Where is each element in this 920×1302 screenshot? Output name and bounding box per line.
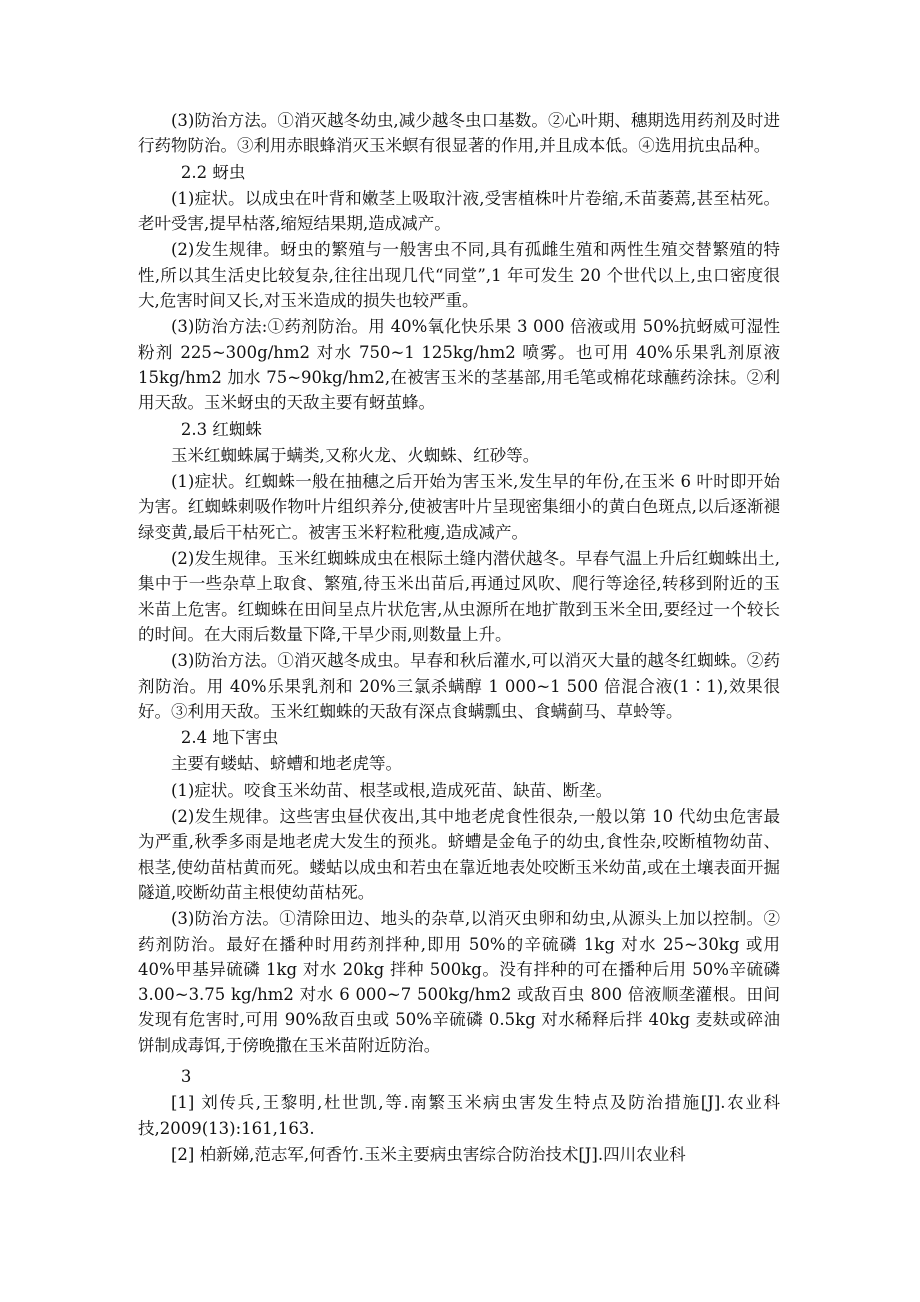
paragraph-underground-pattern: (2)发生规律。这些害虫昼伏夜出,其中地老虎食性很杂,一般以第 10 代幼虫危害最为严重,秋季多雨是地老虎大发生的预兆。蛴螬是金龟子的幼虫,食性杂,咬断植物幼苗、根茎,使幼苗枯黄而死。蝼蛄以成虫和若虫在靠近地表处咬断玉米幼苗,或在土壤表面开掘隧道,咬断幼苗主根使幼苗枯死。 — [138, 807, 780, 902]
section-heading-underground-pests: 2.4 地下害虫 — [180, 728, 279, 748]
paragraph-red-spider-pattern: (2)发生规律。玉米红蜘蛛成虫在根际土缝内潜伏越冬。早春气温上升后红蜘蛛出土,集中于一些杂草上取食、繁殖,待玉米出苗后,再通过风吹、爬行等途径,转移到附近的玉米苗上危害。红蜘蛛在田间呈点片状危害,从虫源所在地扩散到玉米全田,要经过一个较长的时间。在大雨后数量下降,干旱少雨,则数量上升。 — [138, 549, 780, 644]
paragraph-underground-symptoms: (1)症状。咬食玉米幼苗、根茎或根,造成死苗、缺苗、断垄。 — [171, 780, 613, 800]
paragraph-underground-control: (3)防治方法。①清除田边、地头的杂草,以消灭虫卵和幼虫,从源头上加以控制。②药剂防治。最好在播种时用药剂拌种,即用 50%的辛硫磷 1kg 对水 25~30kg 或用 40%甲基异硫磷 1kg 对水 20kg 拌种 500kg。没有拌种的可在播种后用 50%辛硫磷 3.00~3.75 kg/hm2 对水 6 000~7 500kg/hm2 或敌百虫 800 倍液顺垄灌根。田间发现有危害时,可用 90%敌百虫或 50%辛硫磷 0.5kg 对水稀释后拌 40kg 麦麸或碎油饼制成毒饵,于傍晚撒在玉米苗附近防治。 — [138, 909, 780, 1055]
section-heading-red-spider: 2.3 红蜘蛛 — [180, 419, 262, 439]
section-number-3: 3 — [180, 1066, 192, 1086]
paragraph-aphid-pattern: (2)发生规律。蚜虫的繁殖与一般害虫不同,具有孤雌生殖和两性生殖交替繁殖的特性,所以其生活史比较复杂,往往出现几代“同堂”,1 年可发生 20 个世代以上,虫口密度很大,危害时间又长,对玉米造成的损失也较严重。 — [138, 240, 780, 311]
paragraph-corn-borer-control: (3)防治方法。①消灭越冬幼虫,减少越冬虫口基数。②心叶期、穗期选用药剂及时进行药物防治。③利用赤眼蜂消灭玉米螟有很显著的作用,并且成本低。④选用抗虫品种。 — [138, 111, 780, 156]
paragraph-underground-intro: 主要有蝼蛄、蛴螬和地老虎等。 — [171, 754, 402, 774]
paragraph-aphid-symptoms: (1)症状。以成虫在叶背和嫩茎上吸取汁液,受害植株叶片卷缩,禾苗萎蔫,甚至枯死。老叶受害,提早枯落,缩短结果期,造成减产。 — [138, 188, 780, 234]
reference-item: [1] 刘传兵,王黎明,杜世凯,等.南繁玉米病虫害发生特点及防治措施[J].农业科技,2009(13):161,163. — [138, 1093, 780, 1138]
paragraph-red-spider-intro: 玉米红蜘蛛属于螨类,又称火龙、火蜘蛛、红砂等。 — [171, 445, 540, 465]
paragraph-aphid-control: (3)防治方法:①药剂防治。用 40%氧化快乐果 3 000 倍液或用 50%抗蚜威可湿性粉剂 225~300g/hm2 对水 750~1 125kg/hm2 喷雾。也可用 40%乐果乳剂原液 15kg/hm2 加水 75~90kg/hm2,在被害玉米的茎基部,用毛笔或棉花球蘸药涂抹。②利用天敌。玉米蚜虫的天敌主要有蚜茧蜂。 — [138, 317, 780, 413]
reference-item: [2] 柏新娣,范志军,何香竹.玉米主要病虫害综合防治技术[J].四川农业科 — [171, 1144, 686, 1164]
section-heading-aphid: 2.2 蚜虫 — [180, 162, 246, 182]
paragraph-red-spider-control: (3)防治方法。①消灭越冬成虫。早春和秋后灌水,可以消灭大量的越冬红蜘蛛。②药剂防治。用 40%乐果乳剂和 20%三氯杀螨醇 1 000~1 500 倍混合液(1∶1),效果很好。③利用天敌。玉米红蜘蛛的天敌有深点食螨瓢虫、食螨蓟马、草蛉等。 — [138, 651, 780, 721]
paragraph-red-spider-symptoms: (1)症状。红蜘蛛一般在抽穗之后开始为害玉米,发生早的年份,在玉米 6 叶时即开始为害。红蜘蛛刺吸作物叶片组织养分,使被害叶片呈现密集细小的黄白色斑点,以后逐渐褪绿变黄,最后干枯死亡。被害玉米籽粒秕瘦,造成减产。 — [138, 472, 780, 542]
document-body — [138, 108, 780, 1168]
